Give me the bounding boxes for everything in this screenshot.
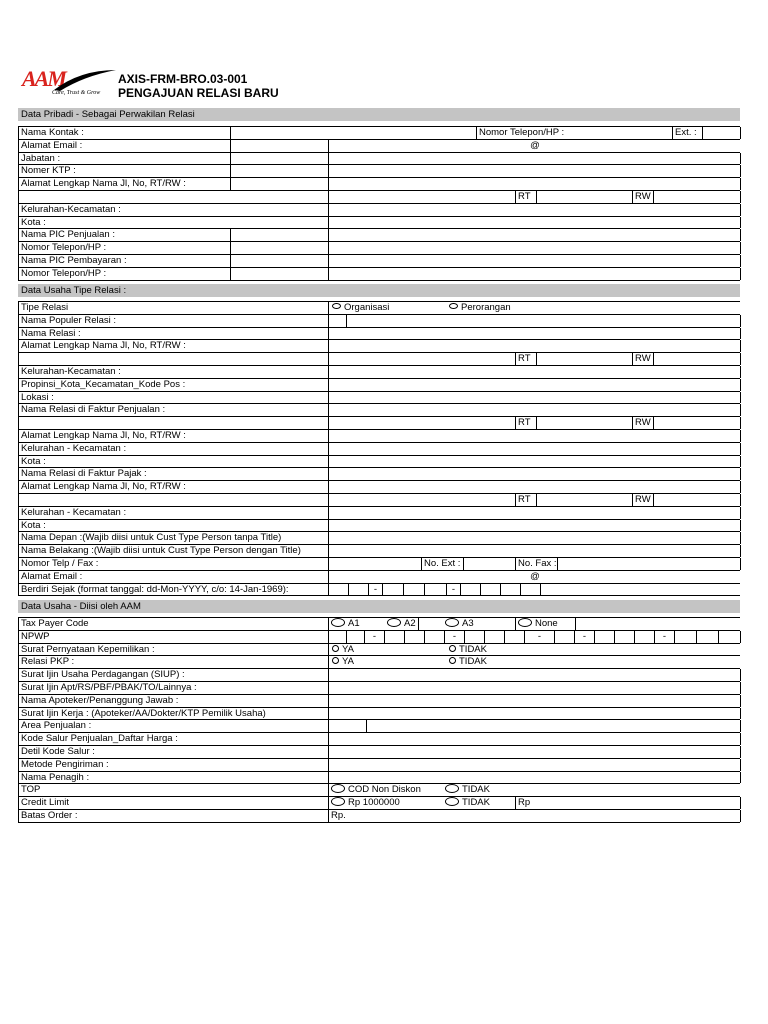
no-ext-field[interactable] [464,558,516,570]
radio-tidak-icon[interactable] [449,657,456,664]
table-row [19,571,740,584]
alamat-pajak-field[interactable] [329,481,741,493]
surat-ijin-kerja-label: Surat Ijin Kerja : (Apoteker/AA/Dokter/KTP Pemilik Usaha) [19,708,329,720]
tidak-option[interactable] [447,656,741,668]
alamat-relasi-line-2[interactable] [19,353,329,365]
radio-rp-icon[interactable] [331,797,345,806]
top-tidak-option[interactable] [443,784,741,796]
alamat-field[interactable] [231,178,329,190]
kota-label: Kota : [19,217,329,229]
table-row [19,656,740,669]
rt-label: RT [516,191,537,203]
npwp-box[interactable] [385,631,405,643]
date-day-1[interactable] [329,584,349,596]
lokasi-field[interactable] [329,392,741,404]
kelurahan-label: Kelurahan-Kecamatan : [19,204,329,216]
pic-pembayaran-phone-field[interactable] [231,268,329,280]
table-row [19,315,740,328]
credit-tidak-option[interactable] [443,797,516,809]
nomer-ktp-field-extra[interactable] [329,165,741,177]
nama-populer-prefix[interactable] [329,315,347,327]
section-business-type-header: Data Usaha Tipe Relasi : [18,284,740,297]
alamat-pajak-line-2[interactable] [19,494,329,506]
kota-pajak-label: Kota : [19,520,329,532]
surat-pernyataan-label: Surat Pernyataan Kepemilikan : [19,644,329,656]
propinsi-label: Propinsi_Kota_Kecamatan_Kode Pos : [19,379,329,391]
pic-pembayaran-label: Nama PIC Pembayaran : [19,255,231,267]
npwp-dash: - [575,631,595,643]
npwp-dash: - [365,631,385,643]
table-row [19,140,740,153]
table-row [19,797,740,810]
table-row [19,644,740,657]
radio-tidak-icon[interactable] [449,645,456,652]
rt-label: RT [516,417,537,429]
table-row [19,404,740,417]
kota-faktur-field[interactable] [329,456,741,468]
tax-spacer [576,618,741,630]
table-row [19,733,740,746]
table-row [19,520,740,533]
table-row [19,558,740,571]
a3-label: A3 [462,618,474,629]
faktur-penjualan-line-2[interactable] [19,417,329,429]
a3-option[interactable] [443,618,481,630]
batas-order-field[interactable]: Rp. [329,810,741,822]
faktur-penjualan-field[interactable] [329,404,741,416]
rw-label: RW [633,353,654,365]
nama-depan-field[interactable] [329,532,741,544]
nama-kontak-label: Nama Kontak : [19,127,231,139]
pic-penjualan-field[interactable] [231,229,329,241]
table-row [19,165,740,178]
radio-ya-icon[interactable] [332,657,339,664]
table-row [19,584,740,597]
npwp-box[interactable] [425,631,445,643]
table-row [19,682,740,695]
ext-label: Ext. : [673,127,703,139]
faktur-penjualan-line-2-extra[interactable] [329,417,516,429]
faktur-pajak-field[interactable] [329,468,741,480]
npwp-box[interactable] [329,631,347,643]
a2-label: A2 [404,618,416,629]
rw-field[interactable] [654,494,741,506]
pic-penjualan-phone-field[interactable] [231,242,329,254]
alamat-relasi-field[interactable] [329,340,741,352]
alamat-line-2[interactable] [19,191,329,203]
logo-swoosh-icon [50,66,118,92]
rt-label: RT [516,353,537,365]
nama-kontak-field[interactable] [231,127,477,139]
rw-field[interactable] [654,417,741,429]
nama-penagih-label: Nama Penagih : [19,772,329,784]
radio-perorangan-icon[interactable] [449,303,458,309]
alamat-faktur-label: Alamat Lengkap Nama Jl, No, RT/RW : [19,430,329,442]
nama-belakang-label: Nama Belakang :(Wajib diisi untuk Cust Type Person dengan Title) [19,545,329,557]
tax-payer-code-label: Tax Payer Code [19,618,329,630]
nomer-ktp-field[interactable] [231,165,329,177]
table-row [19,468,740,481]
radio-cod-icon[interactable] [331,784,345,793]
rt-field[interactable] [537,191,633,203]
pic-pembayaran-field[interactable] [231,255,329,267]
email-at-sign[interactable]: @ [530,139,540,151]
nomor-telp-fax-label: Nomor Telp / Fax : [19,558,329,570]
radio-none-icon[interactable] [518,618,532,627]
faktur-penjualan-label: Nama Relasi di Faktur Penjualan : [19,404,329,416]
alamat-faktur-field[interactable] [329,430,741,442]
a2-option[interactable] [385,618,419,630]
npwp-box[interactable] [505,631,525,643]
berdiri-sejak-label: Berdiri Sejak (format tanggal: dd-Mon-YYYY, c/o: 14-Jan-1969): [19,584,329,596]
perorangan-label: Perorangan [461,302,511,313]
nama-penagih-field[interactable] [329,772,741,784]
nama-depan-label: Nama Depan :(Wajib diisi untuk Cust Type Person tanpa Title) [19,532,329,544]
alamat-relasi-line-2-extra[interactable] [329,353,516,365]
table-row [19,772,740,785]
nama-apoteker-label: Nama Apoteker/Penanggung Jawab : [19,695,329,707]
radio-tidak-icon[interactable] [445,797,459,806]
rt-field[interactable] [537,494,633,506]
table-row [19,417,740,430]
date-month-3[interactable] [425,584,447,596]
table-row [19,229,740,242]
table-row [19,669,740,682]
rw-label: RW [633,494,654,506]
top-label: TOP [19,784,329,796]
pic-pembayaran-phone-label: Nomor Telepon/HP : [19,268,231,280]
tidak-label: TIDAK [459,643,487,655]
table-row [19,153,740,166]
a1-option[interactable] [329,618,385,630]
table-row [19,456,740,469]
form-title: PENGAJUAN RELASI BARU [118,86,279,100]
npwp-box[interactable] [675,631,697,643]
alamat-line-2-extra[interactable] [329,191,516,203]
nama-apoteker-field[interactable] [329,695,741,707]
date-spacer [541,584,741,596]
date-dash: - [369,584,383,596]
cod-non-diskon-label: COD Non Diskon [348,784,421,796]
kelurahan-field[interactable] [329,204,741,216]
tidak-label: TIDAK [459,656,487,668]
nama-relasi-label: Nama Relasi : [19,328,329,340]
npwp-dash: - [655,631,675,643]
jabatan-label: Jabatan : [19,153,231,165]
npwp-box[interactable] [405,631,425,643]
radio-a3-icon[interactable] [445,618,459,627]
table-row [19,494,740,507]
metode-pengiriman-field[interactable] [329,759,741,771]
rt-label: RT [516,494,537,506]
batas-order-label: Batas Order : [19,810,329,822]
kelurahan-faktur-label: Kelurahan - Kecamatan : [19,443,329,455]
no-fax-label: No. Fax : [518,557,557,569]
date-dash: - [447,584,461,596]
kode-salur-field[interactable] [329,733,741,745]
table-row [19,353,740,366]
tidak-label: TIDAK [462,784,490,796]
tidak-label: TIDAK [462,797,490,809]
radio-ya-icon[interactable] [332,645,339,652]
a1-label: A1 [348,618,360,629]
pic-penjualan-field-extra[interactable] [329,229,741,241]
cod-non-diskon-option[interactable] [329,784,443,796]
radio-tidak-icon[interactable] [445,784,459,793]
table-row [19,268,740,281]
npwp-box[interactable] [719,631,741,643]
tidak-option[interactable] [447,644,741,656]
pic-penjualan-phone-label: Nomor Telepon/HP : [19,242,231,254]
table-row [19,746,740,759]
personal-data-table [18,126,740,281]
radio-organisasi-icon[interactable] [332,303,341,309]
ya-label: YA [342,656,354,668]
siup-field[interactable] [329,669,741,681]
date-day-2[interactable] [349,584,369,596]
logo-tagline: Care, Trust & Grow [52,90,101,96]
detil-kode-salur-label: Detil Kode Salur : [19,746,329,758]
alamat-pajak-label: Alamat Lengkap Nama Jl, No, RT/RW : [19,481,329,493]
nama-populer-field[interactable] [347,315,741,327]
table-row [19,532,740,545]
npwp-box[interactable] [465,631,485,643]
faktur-pajak-label: Nama Relasi di Faktur Pajak : [19,468,329,480]
metode-pengiriman-label: Metode Pengiriman : [19,759,329,771]
npwp-box[interactable] [595,631,615,643]
nomer-ktp-label: Nomer KTP : [19,165,231,177]
ya-option[interactable] [329,644,447,656]
pic-penjualan-label: Nama PIC Penjualan : [19,229,231,241]
credit-limit-label: Credit Limit [19,797,329,809]
pic-penjualan-phone-extra[interactable] [329,242,741,254]
organisasi-option[interactable] [329,302,447,314]
table-row [19,127,740,140]
date-year-3[interactable] [501,584,521,596]
npwp-dash: - [445,631,465,643]
table-row [19,328,740,341]
section-personal-data-header: Data Pribadi - Sebagai Perwakilan Relasi [18,108,740,121]
table-row [19,366,740,379]
radio-a2-icon[interactable] [387,618,401,627]
propinsi-field[interactable] [329,379,741,391]
jabatan-field-extra[interactable] [329,153,741,165]
alamat-pajak-line-2-extra[interactable] [329,494,516,506]
npwp-box[interactable] [635,631,655,643]
relasi-pkp-label: Relasi PKP : [19,656,329,668]
form-code: AXIS-FRM-BRO.03-001 [118,72,248,86]
pic-pembayaran-phone-extra[interactable] [329,268,741,280]
table-row [19,695,740,708]
kelurahan-label: Kelurahan-Kecamatan : [19,366,329,378]
lokasi-label: Lokasi : [19,392,329,404]
kota-field[interactable] [329,217,741,229]
table-row [19,631,740,644]
nama-populer-label: Nama Populer Relasi : [19,315,329,327]
alamat-field-extra[interactable] [329,178,741,190]
table-row [19,392,740,405]
rw-label: RW [633,417,654,429]
table-row [19,443,740,456]
date-month-1[interactable] [383,584,404,596]
alamat-email-label: Alamat Email : [19,571,329,583]
area-penjualan-field[interactable] [367,720,741,732]
date-year-1[interactable] [461,584,481,596]
date-month-2[interactable] [404,584,425,596]
npwp-box[interactable] [555,631,575,643]
rw-label: RW [633,191,654,203]
rw-field[interactable] [654,353,741,365]
logo-mark: AAM [22,66,65,91]
table-row [19,242,740,255]
business-type-table [18,301,740,596]
table-row [19,507,740,520]
none-label: None [535,618,558,629]
npwp-box[interactable] [697,631,719,643]
credit-rp-field[interactable]: Rp [516,797,741,809]
kelurahan-pajak-label: Kelurahan - Kecamatan : [19,507,329,519]
date-year-2[interactable] [481,584,501,596]
npwp-box[interactable] [485,631,505,643]
pic-pembayaran-field-extra[interactable] [329,255,741,267]
no-ext-label: No. Ext : [422,558,464,570]
table-row [19,178,740,191]
table-row [19,379,740,392]
rw-field[interactable] [654,191,741,203]
organisasi-label: Organisasi [344,302,390,313]
kelurahan-field[interactable] [329,366,741,378]
npwp-box[interactable] [615,631,635,643]
rt-field[interactable] [537,353,633,365]
npwp-box[interactable] [347,631,365,643]
table-row [19,708,740,721]
surat-ijin-apt-field[interactable] [329,682,741,694]
table-row [19,302,740,315]
table-row [19,545,740,558]
nama-belakang-field[interactable] [329,545,741,557]
table-row [19,217,740,230]
area-penjualan-code[interactable] [329,720,367,732]
table-row [19,720,740,733]
company-logo [20,64,120,104]
rt-field[interactable] [537,417,633,429]
npwp-dash: - [525,631,555,643]
alamat-relasi-label: Alamat Lengkap Nama Jl, No, RT/RW : [19,340,329,352]
kode-salur-label: Kode Salur Penjualan_Daftar Harga : [19,733,329,745]
alamat-email-label: Alamat Email : [19,140,231,152]
table-row [19,784,740,797]
email-user-field[interactable] [231,140,329,152]
rp-1000000-option[interactable] [329,797,443,809]
table-row [19,340,740,353]
nomor-telp-field[interactable] [329,558,422,570]
alamat-lengkap-label: Alamat Lengkap Nama Jl, No, RT/RW : [19,178,231,190]
kelurahan-pajak-field[interactable] [329,507,741,519]
table-row [19,618,740,631]
perorangan-option[interactable] [447,302,741,314]
kota-faktur-label: Kota : [19,456,329,468]
area-penjualan-label: Area Penjualan : [19,720,329,732]
ext-field[interactable] [703,127,741,139]
kelurahan-faktur-field[interactable] [329,443,741,455]
tipe-relasi-label: Tipe Relasi [19,302,329,314]
table-row [19,430,740,443]
table-row [19,481,740,494]
table-row [19,191,740,204]
npwp-label: NPWP [19,631,329,643]
surat-ijin-apt-label: Surat Ijin Apt/RS/PBF/PBAK/TO/Lainnya : [19,682,329,694]
jabatan-field[interactable] [231,153,329,165]
nama-relasi-field[interactable] [329,328,741,340]
email-at-sign[interactable]: @ [530,570,540,582]
date-year-4[interactable] [521,584,541,596]
kota-pajak-field[interactable] [329,520,741,532]
nomor-telepon-label: Nomor Telepon/HP : [477,127,673,139]
aam-data-table [18,617,740,823]
surat-ijin-kerja-field[interactable] [329,708,741,720]
table-row [19,255,740,268]
table-row [19,810,740,823]
none-option[interactable] [516,618,576,630]
siup-label: Surat Ijin Usaha Perdagangan (SIUP) : [19,669,329,681]
ya-label: YA [342,643,354,655]
ya-option[interactable] [329,656,447,668]
detil-kode-salur-field[interactable] [329,746,741,758]
table-row [19,204,740,217]
table-row [19,759,740,772]
no-fax-field[interactable] [558,558,741,570]
section-aam-data-header: Data Usaha - Diisi oleh AAM [18,600,740,613]
a3-spacer [481,618,516,630]
radio-a1-icon[interactable] [331,618,345,627]
rp-1000000-label: Rp 1000000 [348,797,400,809]
